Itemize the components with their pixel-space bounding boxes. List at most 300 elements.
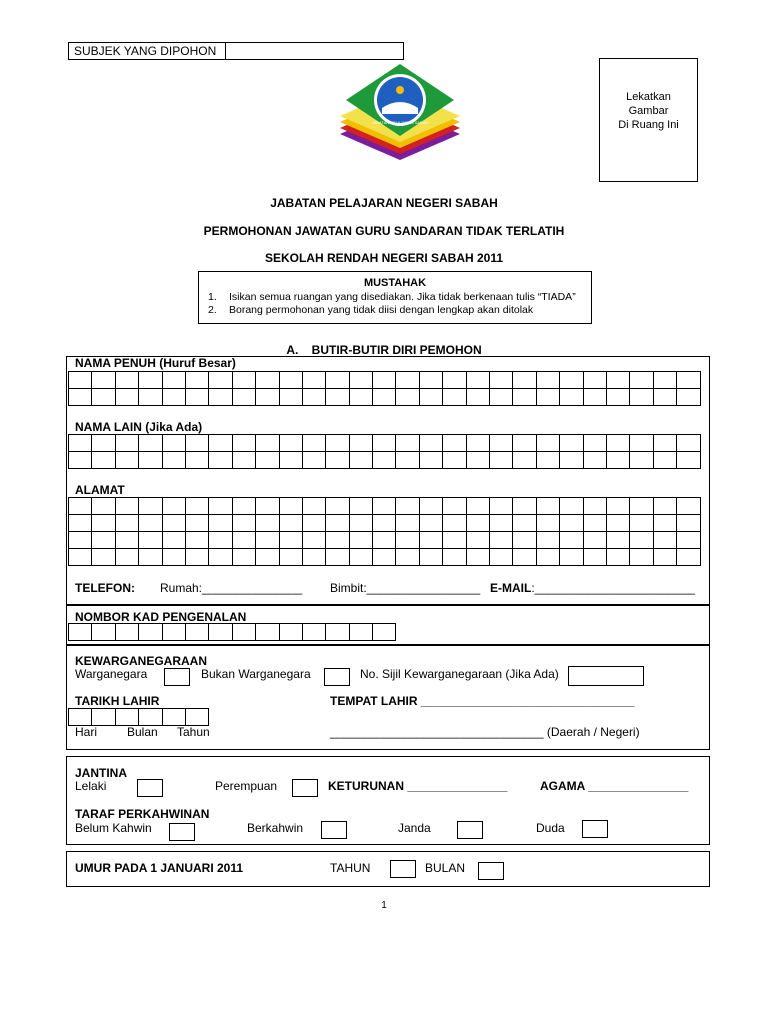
gender-label: JANTINA (75, 766, 128, 780)
grid-cell[interactable] (630, 435, 653, 452)
grid-cell[interactable] (443, 435, 466, 452)
grid-cell[interactable] (419, 498, 442, 515)
grid-cell[interactable] (513, 452, 536, 469)
grid-cell[interactable] (560, 498, 583, 515)
grid-cell[interactable] (677, 389, 700, 406)
notice-item-num: 1. (208, 291, 217, 303)
grid-cell[interactable] (583, 532, 606, 549)
grid-cell[interactable] (302, 624, 325, 641)
dept-title: JABATAN PELAJARAN NEGERI SABAH (270, 196, 498, 210)
years-label: TAHUN (330, 861, 371, 875)
grid-cell[interactable] (466, 532, 489, 549)
grid-cell[interactable] (185, 498, 208, 515)
grid-cell[interactable] (513, 532, 536, 549)
grid-cell[interactable] (606, 389, 629, 406)
grid-cell[interactable] (232, 624, 255, 641)
grid-cell[interactable] (92, 498, 115, 515)
grid-cell[interactable] (466, 452, 489, 469)
widower-checkbox[interactable] (582, 820, 608, 838)
grid-cell[interactable] (69, 532, 92, 549)
grid-cell[interactable] (302, 389, 325, 406)
grid-cell[interactable] (536, 389, 559, 406)
address-grid[interactable] (68, 497, 701, 566)
female-checkbox[interactable] (292, 779, 318, 797)
grid-cell[interactable] (560, 532, 583, 549)
grid-cell[interactable] (185, 709, 208, 726)
grid-cell[interactable] (279, 452, 302, 469)
grid-cell[interactable] (232, 372, 255, 389)
grid-cell[interactable] (256, 435, 279, 452)
grid-cell[interactable] (69, 624, 92, 641)
grid-cell[interactable] (536, 372, 559, 389)
grid-cell[interactable] (490, 549, 513, 566)
grid-cell[interactable] (349, 532, 372, 549)
months-label: BULAN (425, 861, 466, 875)
grid-cell[interactable] (466, 498, 489, 515)
birth-date-grid[interactable] (68, 708, 209, 726)
grid-cell[interactable] (115, 372, 138, 389)
grid-cell[interactable] (373, 549, 396, 566)
birth-date-label: TARIKH LAHIR (75, 694, 160, 708)
male-label: Lelaki (75, 779, 107, 793)
grid-cell[interactable] (209, 452, 232, 469)
grid-cell[interactable] (209, 549, 232, 566)
grid-cell[interactable] (560, 549, 583, 566)
form-title: PERMOHONAN JAWATAN GURU SANDARAN TIDAK TERLATIH (203, 224, 565, 238)
grid-cell[interactable] (349, 498, 372, 515)
grid-cell[interactable] (69, 498, 92, 515)
grid-cell[interactable] (630, 452, 653, 469)
grid-cell[interactable] (115, 498, 138, 515)
grid-cell[interactable] (419, 549, 442, 566)
grid-cell[interactable] (232, 498, 255, 515)
grid-cell[interactable] (232, 452, 255, 469)
grid-cell[interactable] (606, 435, 629, 452)
grid-cell[interactable] (209, 389, 232, 406)
grid-cell[interactable] (513, 549, 536, 566)
subject-label: SUBJEK YANG DIPOHON (74, 44, 217, 58)
grid-cell[interactable] (185, 435, 208, 452)
grid-cell[interactable] (606, 515, 629, 532)
grid-cell[interactable] (349, 452, 372, 469)
gender-marital-box (66, 756, 710, 845)
email-field[interactable]: :________________________ (531, 581, 695, 595)
grid-cell[interactable] (653, 372, 676, 389)
grid-cell[interactable] (349, 435, 372, 452)
grid-cell[interactable] (373, 389, 396, 406)
grid-cell[interactable] (560, 515, 583, 532)
grid-cell[interactable] (443, 389, 466, 406)
grid-cell[interactable] (326, 372, 349, 389)
grid-cell[interactable] (326, 435, 349, 452)
birth-place-line[interactable]: ________________________________ (Daerah / Negeri) (330, 725, 640, 739)
citizen-checkbox[interactable] (164, 668, 190, 686)
grid-cell[interactable] (162, 532, 185, 549)
grid-cell[interactable] (326, 549, 349, 566)
grid-cell[interactable] (302, 515, 325, 532)
svg-text:JABATAN PELAJARAN SABAH: JABATAN PELAJARAN SABAH (371, 120, 429, 125)
grid-cell[interactable] (443, 515, 466, 532)
cert-no-label: No. Sijil Kewarganegaraan (Jika Ada) (360, 667, 559, 681)
grid-cell[interactable] (419, 452, 442, 469)
other-name-grid[interactable] (68, 434, 701, 469)
grid-cell[interactable] (139, 435, 162, 452)
grid-cell[interactable] (232, 515, 255, 532)
grid-cell[interactable] (396, 498, 419, 515)
age-label: UMUR PADA 1 JANUARI 2011 (75, 861, 244, 875)
grid-cell[interactable] (326, 498, 349, 515)
grid-cell[interactable] (139, 372, 162, 389)
grid-cell[interactable] (373, 452, 396, 469)
grid-cell[interactable] (92, 515, 115, 532)
grid-cell[interactable] (443, 549, 466, 566)
grid-cell[interactable] (396, 389, 419, 406)
widower-label: Duda (536, 821, 565, 835)
grid-cell[interactable] (256, 549, 279, 566)
citizen-label: Warganegara (75, 667, 148, 681)
single-checkbox[interactable] (169, 823, 195, 841)
grid-cell[interactable] (536, 452, 559, 469)
grid-cell[interactable] (536, 549, 559, 566)
grid-cell[interactable] (162, 452, 185, 469)
grid-cell[interactable] (419, 532, 442, 549)
grid-cell[interactable] (419, 372, 442, 389)
grid-cell[interactable] (583, 435, 606, 452)
grid-cell[interactable] (490, 498, 513, 515)
grid-cell[interactable] (373, 532, 396, 549)
photo-box[interactable] (599, 58, 698, 182)
home-phone-field[interactable]: Rumah:_______________ (160, 581, 303, 595)
grid-cell[interactable] (396, 372, 419, 389)
grid-cell[interactable] (490, 532, 513, 549)
grid-cell[interactable] (583, 498, 606, 515)
months-input[interactable] (478, 862, 504, 880)
grid-cell[interactable] (536, 515, 559, 532)
grid-cell[interactable] (677, 549, 700, 566)
grid-cell[interactable] (162, 624, 185, 641)
grid-cell[interactable] (560, 372, 583, 389)
department-logo (330, 62, 470, 162)
grid-cell[interactable] (185, 549, 208, 566)
grid-cell[interactable] (513, 435, 536, 452)
female-label: Perempuan (215, 779, 278, 793)
grid-cell[interactable] (162, 549, 185, 566)
grid-cell[interactable] (115, 435, 138, 452)
grid-cell[interactable] (419, 435, 442, 452)
grid-cell[interactable] (677, 372, 700, 389)
grid-cell[interactable] (490, 435, 513, 452)
grid-cell[interactable] (513, 515, 536, 532)
grid-cell[interactable] (677, 498, 700, 515)
photo-line-2: Gambar (628, 105, 669, 117)
grid-cell[interactable] (606, 372, 629, 389)
grid-cell[interactable] (92, 435, 115, 452)
grid-cell[interactable] (583, 515, 606, 532)
grid-cell[interactable] (115, 452, 138, 469)
grid-cell[interactable] (513, 389, 536, 406)
full-name-label: NAMA PENUH (Huruf Besar) (75, 356, 236, 370)
grid-cell[interactable] (466, 515, 489, 532)
grid-cell[interactable] (606, 498, 629, 515)
grid-cell[interactable] (606, 549, 629, 566)
grid-cell[interactable] (279, 389, 302, 406)
grid-cell[interactable] (466, 389, 489, 406)
grid-cell[interactable] (185, 452, 208, 469)
widow-label: Janda (398, 821, 431, 835)
grid-cell[interactable] (419, 515, 442, 532)
grid-cell[interactable] (606, 452, 629, 469)
grid-cell[interactable] (162, 435, 185, 452)
photo-line-3: Di Ruang Ini (618, 119, 679, 131)
grid-cell[interactable] (536, 435, 559, 452)
grid-cell[interactable] (302, 452, 325, 469)
grid-cell[interactable] (490, 452, 513, 469)
grid-cell[interactable] (490, 372, 513, 389)
grid-cell[interactable] (139, 709, 162, 726)
grid-cell[interactable] (232, 549, 255, 566)
grid-cell[interactable] (373, 372, 396, 389)
grid-cell[interactable] (279, 372, 302, 389)
grid-cell[interactable] (232, 389, 255, 406)
grid-cell[interactable] (209, 372, 232, 389)
grid-cell[interactable] (115, 709, 138, 726)
grid-cell[interactable] (302, 435, 325, 452)
male-checkbox[interactable] (137, 779, 163, 797)
grid-cell[interactable] (139, 549, 162, 566)
grid-cell[interactable] (513, 498, 536, 515)
notice-item-text: Isikan semua ruangan yang disediakan. Jika tidak berkenaan tulis “TIADA” (229, 291, 576, 303)
notice-box (198, 271, 592, 324)
marital-label: TARAF PERKAHWINAN (75, 807, 210, 821)
grid-cell[interactable] (69, 372, 92, 389)
grid-cell[interactable] (69, 452, 92, 469)
grid-cell[interactable] (185, 389, 208, 406)
grid-cell[interactable] (326, 452, 349, 469)
grid-cell[interactable] (69, 515, 92, 532)
grid-cell[interactable] (349, 372, 372, 389)
citizenship-label: KEWARGANEGARAAN (75, 654, 207, 668)
page-number: 1 (381, 900, 387, 911)
grid-cell[interactable] (302, 372, 325, 389)
grid-cell[interactable] (606, 532, 629, 549)
grid-cell[interactable] (560, 452, 583, 469)
photo-line-1: Lekatkan (626, 91, 671, 103)
notice-item-num: 2. (208, 304, 217, 316)
grid-cell[interactable] (162, 372, 185, 389)
grid-cell[interactable] (373, 435, 396, 452)
grid-cell[interactable] (653, 452, 676, 469)
grid-cell[interactable] (326, 624, 349, 641)
grid-cell[interactable] (162, 709, 185, 726)
grid-cell[interactable] (232, 532, 255, 549)
grid-cell[interactable] (185, 515, 208, 532)
grid-cell[interactable] (69, 435, 92, 452)
grid-cell[interactable] (69, 709, 92, 726)
grid-cell[interactable] (349, 549, 372, 566)
grid-cell[interactable] (302, 498, 325, 515)
subject-input[interactable] (225, 42, 405, 60)
notice-item-text: Borang permohonan yang tidak diisi dengan lengkap akan ditolak (229, 304, 534, 316)
ic-grid[interactable] (68, 623, 396, 641)
grid-cell[interactable] (209, 435, 232, 452)
grid-cell[interactable] (139, 452, 162, 469)
grid-cell[interactable] (653, 532, 676, 549)
grid-cell[interactable] (256, 372, 279, 389)
grid-cell[interactable] (92, 452, 115, 469)
grid-cell[interactable] (630, 389, 653, 406)
grid-cell[interactable] (560, 435, 583, 452)
grid-cell[interactable] (513, 372, 536, 389)
grid-cell[interactable] (139, 498, 162, 515)
month-label: Bulan (127, 725, 158, 739)
grid-cell[interactable] (466, 372, 489, 389)
grid-cell[interactable] (443, 452, 466, 469)
race-field[interactable]: KETURUNAN _______________ (328, 779, 508, 793)
grid-cell[interactable] (256, 452, 279, 469)
grid-cell[interactable] (279, 532, 302, 549)
grid-cell[interactable] (209, 532, 232, 549)
section-a-heading: A. BUTIR-BUTIR DIRI PEMOHON (286, 343, 482, 357)
school-title: SEKOLAH RENDAH NEGERI SABAH 2011 (264, 251, 504, 265)
grid-cell[interactable] (139, 532, 162, 549)
grid-cell[interactable] (443, 498, 466, 515)
grid-cell[interactable] (677, 435, 700, 452)
grid-cell[interactable] (185, 532, 208, 549)
grid-cell[interactable] (373, 624, 396, 641)
grid-cell[interactable] (279, 435, 302, 452)
grid-cell[interactable] (256, 515, 279, 532)
grid-cell[interactable] (185, 372, 208, 389)
grid-cell[interactable] (302, 532, 325, 549)
married-checkbox[interactable] (321, 821, 347, 839)
grid-cell[interactable] (466, 435, 489, 452)
grid-cell[interactable] (302, 549, 325, 566)
grid-cell[interactable] (373, 498, 396, 515)
grid-cell[interactable] (396, 452, 419, 469)
grid-cell[interactable] (139, 515, 162, 532)
grid-cell[interactable] (209, 498, 232, 515)
grid-cell[interactable] (139, 389, 162, 406)
grid-cell[interactable] (677, 532, 700, 549)
grid-cell[interactable] (162, 498, 185, 515)
grid-cell[interactable] (443, 372, 466, 389)
grid-cell[interactable] (92, 372, 115, 389)
non-citizen-checkbox[interactable] (324, 668, 350, 686)
grid-cell[interactable] (326, 515, 349, 532)
grid-cell[interactable] (583, 389, 606, 406)
grid-cell[interactable] (92, 549, 115, 566)
grid-cell[interactable] (630, 372, 653, 389)
grid-cell[interactable] (92, 709, 115, 726)
email-row (490, 581, 695, 595)
mobile-phone-field[interactable]: Bimbit:_________________ (330, 581, 481, 595)
grid-cell[interactable] (583, 549, 606, 566)
grid-cell[interactable] (466, 549, 489, 566)
grid-cell[interactable] (349, 515, 372, 532)
grid-cell[interactable] (69, 549, 92, 566)
grid-cell[interactable] (256, 498, 279, 515)
subject-row (68, 42, 404, 60)
grid-cell[interactable] (536, 532, 559, 549)
grid-cell[interactable] (630, 498, 653, 515)
grid-cell[interactable] (139, 624, 162, 641)
grid-cell[interactable] (630, 549, 653, 566)
grid-cell[interactable] (396, 435, 419, 452)
grid-cell[interactable] (583, 372, 606, 389)
grid-cell[interactable] (256, 532, 279, 549)
grid-cell[interactable] (279, 515, 302, 532)
full-name-grid[interactable] (68, 371, 701, 406)
religion-field[interactable]: AGAMA _______________ (540, 779, 689, 793)
grid-cell[interactable] (115, 389, 138, 406)
grid-cell[interactable] (373, 515, 396, 532)
grid-cell[interactable] (630, 515, 653, 532)
grid-cell[interactable] (326, 532, 349, 549)
grid-cell[interactable] (653, 435, 676, 452)
grid-cell[interactable] (115, 532, 138, 549)
cert-no-input[interactable] (568, 666, 644, 686)
grid-cell[interactable] (256, 389, 279, 406)
email-label: E-MAIL (490, 581, 532, 595)
years-input[interactable] (390, 860, 416, 878)
grid-cell[interactable] (653, 389, 676, 406)
grid-cell[interactable] (115, 549, 138, 566)
grid-cell[interactable] (443, 532, 466, 549)
grid-cell[interactable] (92, 532, 115, 549)
grid-cell[interactable] (630, 532, 653, 549)
grid-cell[interactable] (115, 624, 138, 641)
grid-cell[interactable] (349, 624, 372, 641)
grid-cell[interactable] (653, 515, 676, 532)
grid-cell[interactable] (162, 389, 185, 406)
birth-place-field[interactable]: TEMPAT LAHIR ________________________________ (330, 694, 635, 708)
grid-cell[interactable] (279, 498, 302, 515)
grid-cell[interactable] (419, 389, 442, 406)
grid-cell[interactable] (653, 549, 676, 566)
grid-cell[interactable] (185, 624, 208, 641)
grid-cell[interactable] (69, 389, 92, 406)
grid-cell[interactable] (232, 435, 255, 452)
grid-cell[interactable] (279, 624, 302, 641)
logo-text (372, 120, 429, 125)
grid-cell[interactable] (677, 452, 700, 469)
grid-cell[interactable] (396, 532, 419, 549)
grid-cell[interactable] (162, 515, 185, 532)
address-label: ALAMAT (75, 483, 125, 497)
grid-cell[interactable] (396, 549, 419, 566)
grid-cell[interactable] (279, 549, 302, 566)
grid-cell[interactable] (326, 389, 349, 406)
grid-cell[interactable] (209, 515, 232, 532)
grid-cell[interactable] (536, 498, 559, 515)
grid-cell[interactable] (583, 452, 606, 469)
grid-cell[interactable] (256, 624, 279, 641)
grid-cell[interactable] (560, 389, 583, 406)
grid-cell[interactable] (396, 515, 419, 532)
grid-cell[interactable] (209, 624, 232, 641)
grid-cell[interactable] (653, 498, 676, 515)
grid-cell[interactable] (677, 515, 700, 532)
grid-cell[interactable] (92, 624, 115, 641)
grid-cell[interactable] (115, 515, 138, 532)
grid-cell[interactable] (92, 389, 115, 406)
year-label: Tahun (177, 725, 210, 739)
widow-checkbox[interactable] (457, 821, 483, 839)
grid-cell[interactable] (490, 389, 513, 406)
single-label: Belum Kahwin (75, 821, 152, 835)
grid-cell[interactable] (349, 389, 372, 406)
grid-cell[interactable] (490, 515, 513, 532)
